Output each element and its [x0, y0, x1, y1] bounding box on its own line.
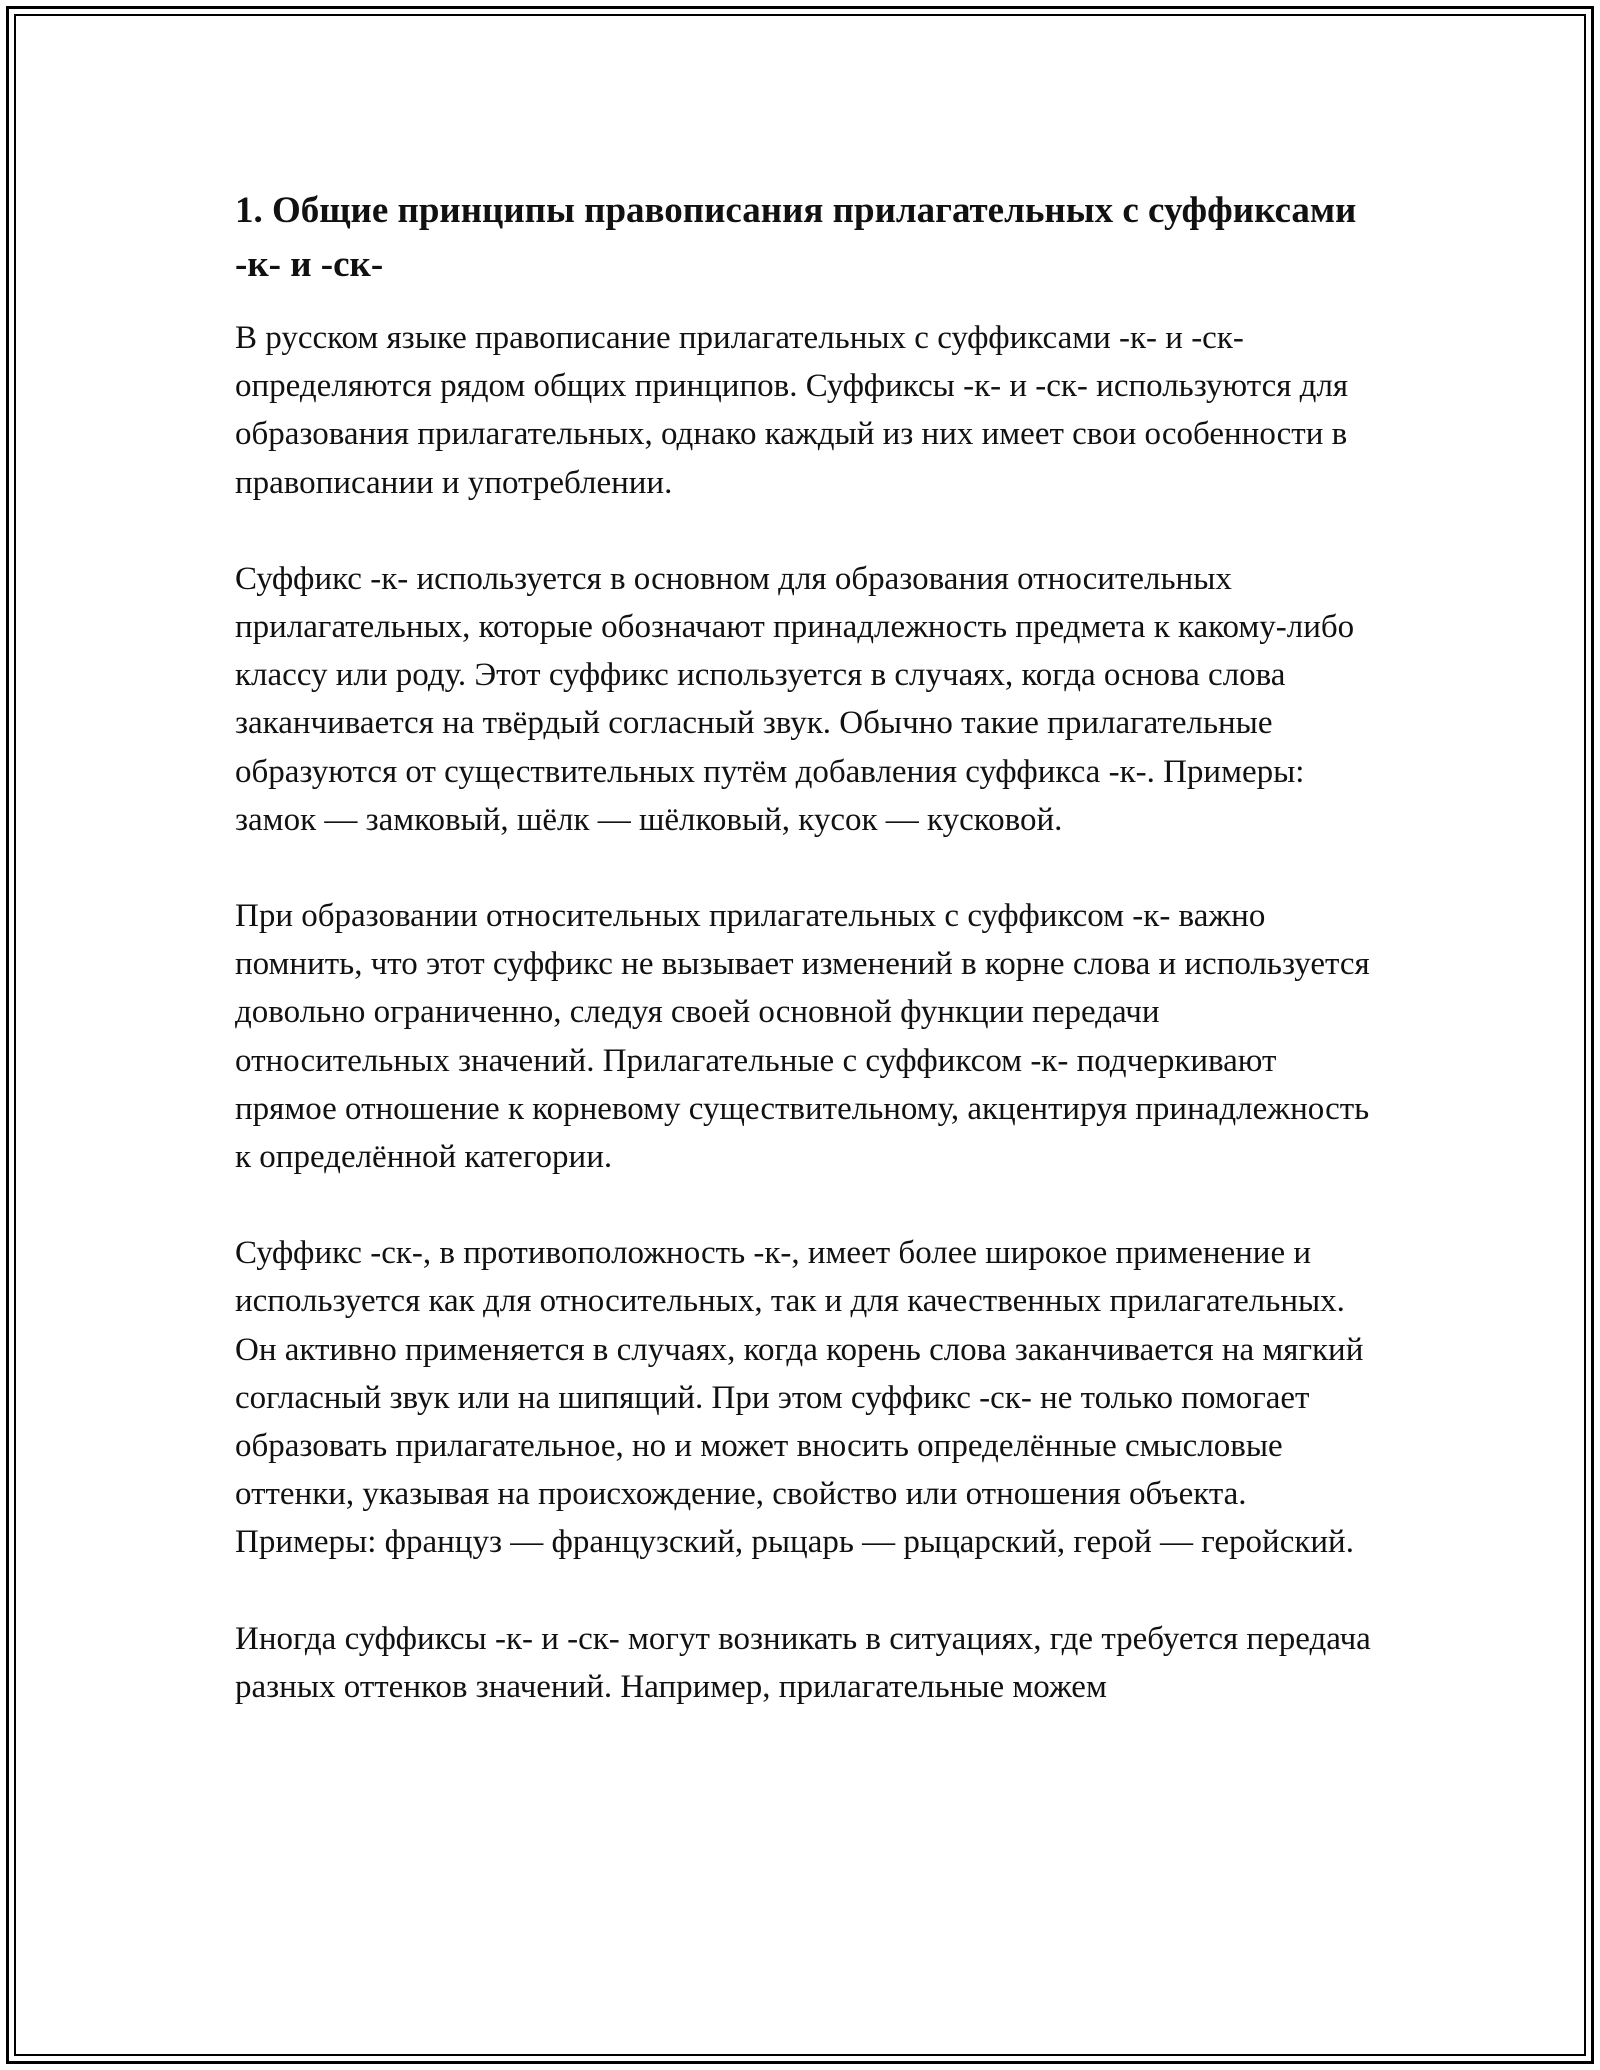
paragraph-suffix-sk: Суффикс -ск-, в противоположность -к-, имеет более широкое применение и используется как для относительных, так и для качественных прилагательных. Он активно применяется в случаях, когда корень слова заканчивается на мягкий согласный звук или на шипящий. При этом суффикс -ск- не только помогает образовать прилагательное, но и может вносить определённые смысловые оттенки, указывая на происхождение, свойство или отношения объекта. Примеры: француз — французский, рыцарь — рыцарский, герой — геройский.	[235, 1235, 1364, 1561]
paragraph-suffix-k-usage: При образовании относительных прилагательных с суффиксом -к- важно помнить, что этот суффикс не вызывает изменений в корне слова и используется довольно ограниченно, следуя своей основной функции передачи относительных значений. Прилагательные с суффиксом -к- подчеркивают прямое отношение к корневому существительному, акцентируя принадлежность к определённой категории.	[235, 898, 1370, 1176]
paragraph-intro: В русском языке правописание прилагательных с суффиксами -к- и -ск- определяются рядом общих принципов. Суффиксы -к- и -ск- используются для образования прилагательных, однако каждый из них имеет свои особенности в правописании и употреблении.	[235, 320, 1349, 501]
paragraph-suffix-k: Суффикс -к- используется в основном для образования относительных прилагательных, которые обозначают принадлежность предмета к какому-либо классу или роду. Этот суффикс используется в случаях, когда основа слова заканчивается на твёрдый согласный звук. Обычно такие прилагательные образуются от существительных путём добавления суффикса -к-. Примеры: замок — замковый, шёлк — шёлковый, кусок — кусковой.	[235, 560, 1355, 838]
document-body	[235, 184, 1375, 1759]
section-heading: 1. Общие принципы правописания прилагательных с суффиксами -к- и -ск-	[235, 190, 1357, 285]
paragraph-both-suffixes: Иногда суффиксы -к- и -ск- могут возникать в ситуациях, где требуется передача разных оттенков значений. Например, прилагательные можем	[235, 1620, 1371, 1705]
